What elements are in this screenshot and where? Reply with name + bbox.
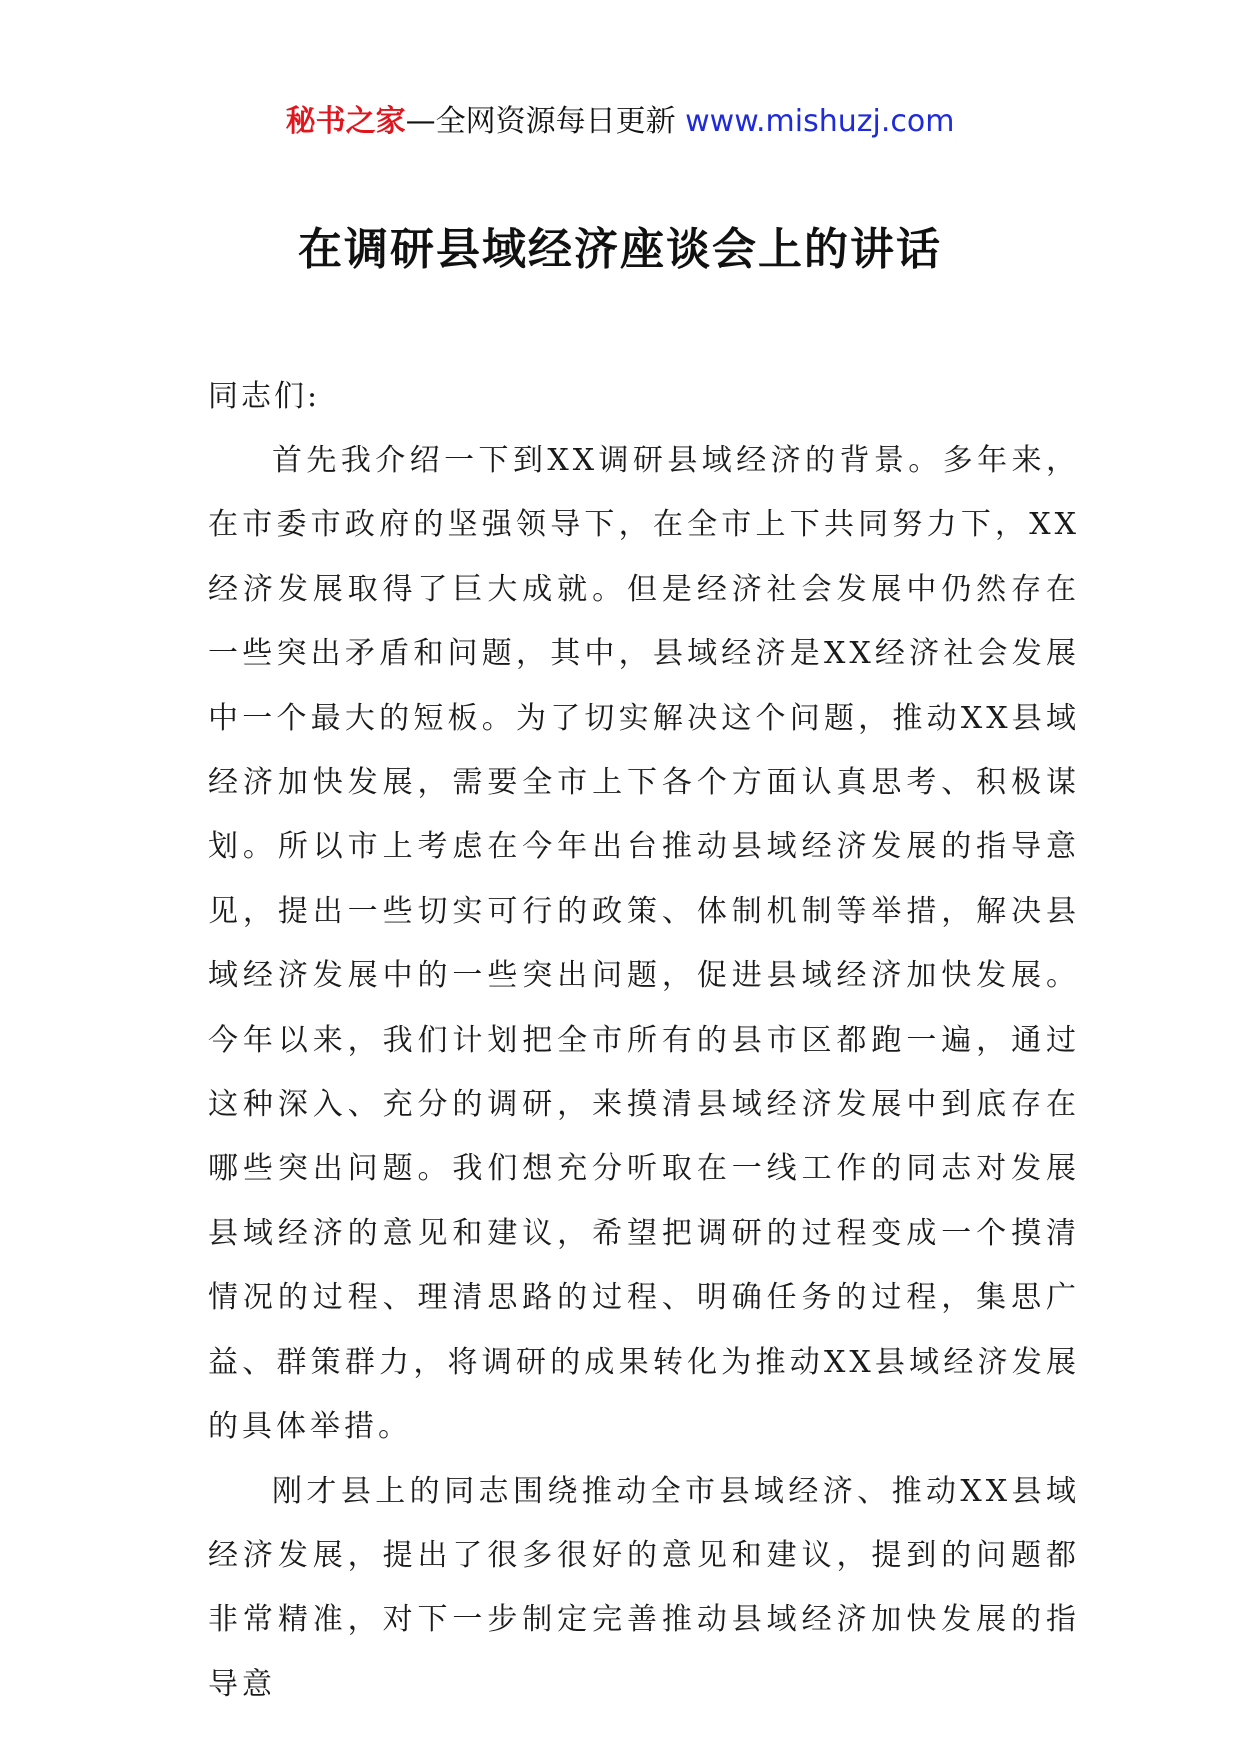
brand-name: 秘书之家	[285, 104, 406, 139]
site-url[interactable]: www.mishuzj.com	[685, 104, 955, 139]
paragraph: 首先我介绍一下到XX调研县域经济的背景。多年来，在市委市政府的坚强领导下，在全市上下共同努力下，XX经济发展取得了巨大成就。但是经济社会发展中仍然存在一些突出矛盾和问题，其中，县域经济是XX经济社会发展中一个最大的短板。为了切实解决这个问题，推动XX县域经济加快发展，需要全市上下各个方面认真思考、积极谋划。所以市上考虑在今年出台推动县域经济发展的指导意见，提出一些切实可行的政策、体制机制等举措，解决县域经济发展中的一些突出问题，促进县域经济加快发展。今年以来，我们计划把全市所有的县市区都跑一遍，通过这种深入、充分的调研，来摸清县域经济发展中到底存在哪些突出问题。我们想充分听取在一线工作的同志对发展县域经济的意见和建议，希望把调研的过程变成一个摸清情况的过程、理清思路的过程、明确任务的过程，集思广益、群策群力，将调研的成果转化为推动XX县域经济发展的具体举措。	[208, 443, 1080, 1445]
page-header	[0, 102, 1240, 142]
paragraph: 刚才县上的同志围绕推动全市县域经济、推动XX县域经济发展，提出了很多很好的意见和建议，提到的问题都非常精准，对下一步制定完善推动县域经济加快发展的指导意	[208, 1473, 1080, 1702]
document-body	[208, 365, 1080, 1717]
salutation: 同志们:	[208, 379, 321, 414]
document-title: 在调研县域经济座谈会上的讲话	[298, 224, 942, 275]
header-tagline: —全网资源每日更新	[405, 104, 676, 139]
